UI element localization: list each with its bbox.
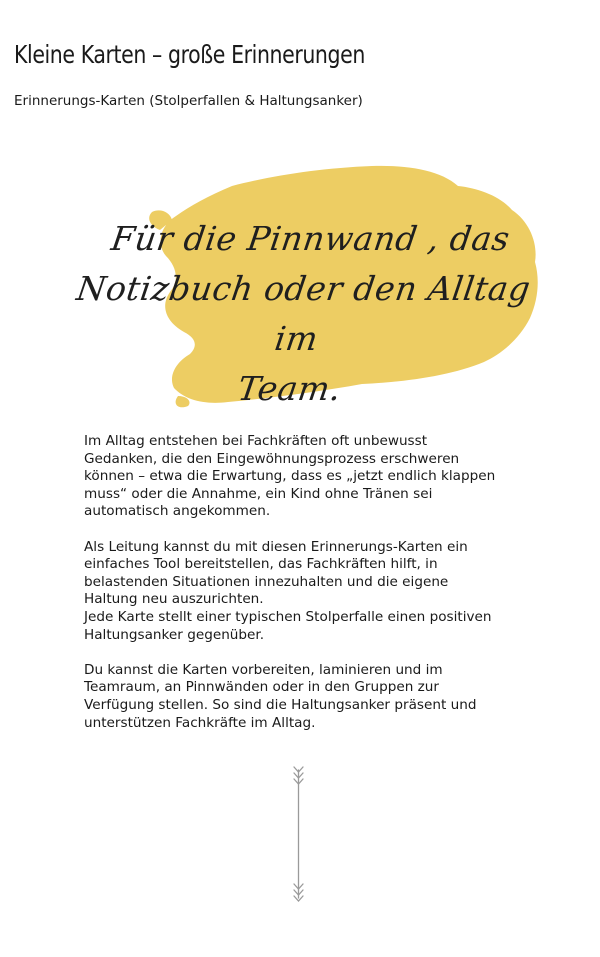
text-line: unterstützen Fachkräfte im Alltag. [84, 714, 316, 731]
text-line: Jede Karte stellt einer typischen Stolperfalle einen positiven [84, 608, 492, 625]
text-line: automatisch angekommen. [84, 503, 271, 520]
text-line: Du kannst die Karten vorbereiten, laminieren und im [84, 661, 443, 678]
text-line: Im Alltag entstehen bei Fachkräften oft unbewusst [84, 433, 428, 449]
text-line: Als Leitung kannst du mit diesen Erinnerungs-Karten ein [84, 538, 468, 555]
text-line: Teamraum, an Pinnwänden oder in den Gruppen zur [84, 679, 440, 696]
text-line: einfaches Tool bereitstellen, das Fachkräften hilft, in [84, 556, 438, 573]
text-line: muss“ oder die Annahme, ein Kind ohne Tränen sei [84, 485, 433, 502]
highlight-line: Notizbuch oder den Alltag im [74, 269, 533, 358]
text-line: Haltung neu auszurichten. [84, 591, 264, 608]
highlight-line: Team. [235, 369, 344, 408]
text-line: belastenden Situationen innezuhalten und die eigene [84, 573, 449, 590]
page-title: Kleine Karten – große Erinnerungen [14, 40, 365, 69]
text-line: Gedanken, die den Eingewöhnungsprozess erschweren [84, 450, 460, 467]
text-line: Verfügung stellen. So sind die Haltungsanker präsent und [84, 696, 477, 713]
text-line: können – etwa die Erwartung, dass es „jetzt endlich klappen [84, 468, 496, 485]
text-line: Haltungsanker gegenüber. [84, 626, 265, 643]
page-subtitle: Erinnerungs-Karten (Stolperfallen & Haltungsanker) [14, 93, 363, 109]
highlight-line: Für die Pinnwand , das [108, 219, 513, 258]
